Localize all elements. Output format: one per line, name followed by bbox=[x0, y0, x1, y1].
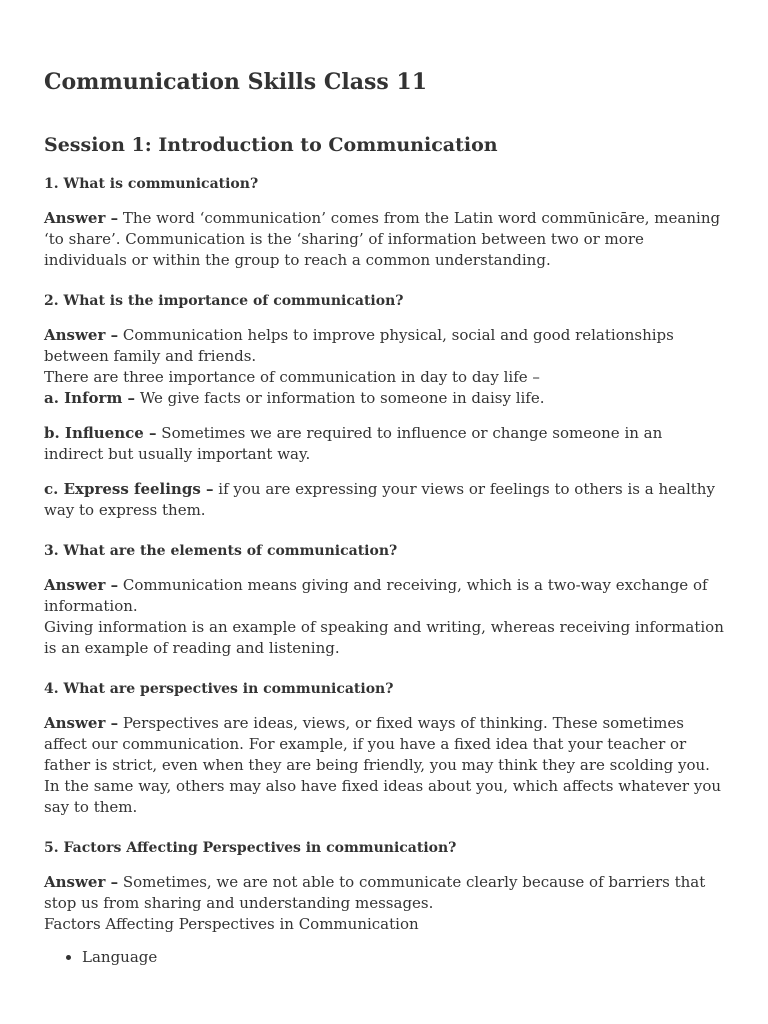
answer-2-point-b bbox=[44, 423, 724, 465]
answer-text: Communication helps to improve physical, social and good relationships between family and friends. bbox=[44, 326, 674, 365]
question-2: 2. What is the importance of communication? bbox=[44, 293, 404, 309]
answer-label: Answer – bbox=[44, 209, 119, 227]
answer-text: Factors Affecting Perspectives in Communication bbox=[44, 915, 419, 933]
answer-text: There are three importance of communication in day to day life – bbox=[44, 368, 540, 386]
factors-list bbox=[44, 947, 724, 968]
answer-text: Communication means giving and receiving, which is a two-way exchange of information. bbox=[44, 576, 708, 615]
answer-text: The word ‘communication’ comes from the Latin word commūnicāre, meaning ‘to share’. Communication is the ‘sharing’ of information between two or more individuals or within the group to reach a common understanding. bbox=[44, 209, 721, 269]
answer-text: Perspectives are ideas, views, or fixed ways of thinking. These sometimes affect our communication. For example, if you have a fixed idea that your teacher or father is strict, even when they are being friendly, you may think they are scolding you. In the same way, others may also have fixed ideas about you, which affects whatever you say to them. bbox=[44, 714, 722, 816]
answer-1 bbox=[44, 208, 724, 271]
answer-label: Answer – bbox=[44, 326, 119, 344]
question-3: 3. What are the elements of communication? bbox=[44, 543, 398, 559]
answer-label: Answer – bbox=[44, 873, 119, 891]
point-label: c. Express feelings – bbox=[44, 480, 214, 498]
answer-3 bbox=[44, 575, 724, 659]
answer-text: Giving information is an example of speaking and writing, whereas receiving information is an example of reading and listening. bbox=[44, 618, 724, 657]
answer-label: Answer – bbox=[44, 714, 119, 732]
answer-label: Answer – bbox=[44, 576, 119, 594]
point-label: b. Influence – bbox=[44, 424, 157, 442]
answer-2 bbox=[44, 325, 724, 409]
answer-2-point-c bbox=[44, 479, 724, 521]
question-1: 1. What is communication? bbox=[44, 176, 259, 192]
answer-text: Sometimes, we are not able to communicate clearly because of barriers that stop us from sharing and understanding messages. bbox=[44, 873, 706, 912]
point-label: a. Inform – bbox=[44, 389, 136, 407]
page-title: Communication Skills Class 11 bbox=[44, 69, 428, 95]
point-text: We give facts or information to someone in daisy life. bbox=[139, 389, 545, 407]
list-item: • Language bbox=[82, 947, 724, 968]
point-text: Sometimes we are required to influence or change someone in an indirect but usually important way. bbox=[44, 424, 663, 463]
answer-4 bbox=[44, 713, 724, 818]
question-4: 4. What are perspectives in communication? bbox=[44, 681, 394, 697]
session-heading: Session 1: Introduction to Communication bbox=[44, 134, 498, 156]
answer-5 bbox=[44, 872, 724, 935]
point-text: if you are expressing your views or feelings to others is a healthy way to express them. bbox=[44, 480, 715, 519]
question-5: 5. Factors Affecting Perspectives in communication? bbox=[44, 840, 457, 856]
